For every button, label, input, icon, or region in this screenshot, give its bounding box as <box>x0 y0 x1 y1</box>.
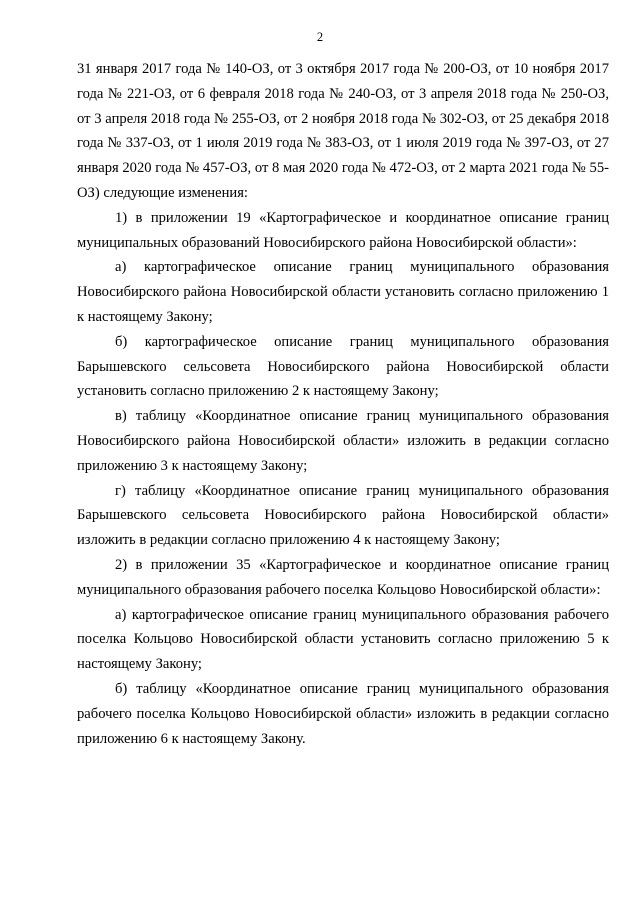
paragraph-item-1v: в) таблицу «Координатное описание границ муниципального образования Новосибирского района Новосибирской области» изложить в редакции согласно приложению 3 к настоящему Закону; <box>77 408 609 474</box>
document-body <box>77 57 609 751</box>
paragraph-item-2b: б) таблицу «Координатное описание границ муниципального образования рабочего поселка Кольцово Новосибирской области» изложить в редакции согласно приложению 6 к настоящему Закону. <box>77 680 609 747</box>
paragraph-item-1b: б) картографическое описание границ муниципального образования Барышевского сельсовета Новосибирского района Новосибирской области установить согласно приложению 2 к настоящему Закону; <box>77 333 609 400</box>
paragraph-item-2: 2) в приложении 35 «Картографическое и координатное описание границ муниципального образования рабочего поселка Кольцово Новосибирской области»: <box>77 556 609 598</box>
paragraph-item-2a: а) картографическое описание границ муниципального образования рабочего поселка Кольцово Новосибирской области установить согласно приложению 5 к настоящему Закону; <box>77 606 609 673</box>
paragraph-item-1g: г) таблицу «Координатное описание границ муниципального образования Барышевского сельсовета Новосибирского района Новосибирской области» изложить в редакции согласно приложению 4 к настоящему Закону; <box>77 482 609 549</box>
paragraph-item-1a: а) картографическое описание границ муниципального образования Новосибирского района Новосибирской области установить согласно приложению 1 к настоящему Закону; <box>77 259 609 325</box>
paragraph-item-1: 1) в приложении 19 «Картографическое и координатное описание границ муниципальных образований Новосибирского района Новосибирской области»: <box>77 209 609 251</box>
page-number: 2 <box>316 30 324 44</box>
paragraph-amendment-list: 31 января 2017 года № 140-ОЗ, от 3 октября 2017 года № 200-ОЗ, от 10 ноября 2017 года № 221-ОЗ, от 6 февраля 2018 года № 240-ОЗ, от 3 апреля 2018 года № 250-ОЗ, от 3 апреля 2018 года № 255-ОЗ, от 2 ноября 2018 года № 302-ОЗ, от 25 декабря 2018 года № 337-ОЗ, от 1 июля 2019 года № 383-ОЗ, от 1 июля 2019 года № 397-ОЗ, от 27 января 2020 года № 457-ОЗ, от 8 мая 2020 года № 472-ОЗ, от 2 марта 2021 года № 55-ОЗ) следующие изменения: <box>77 61 609 201</box>
